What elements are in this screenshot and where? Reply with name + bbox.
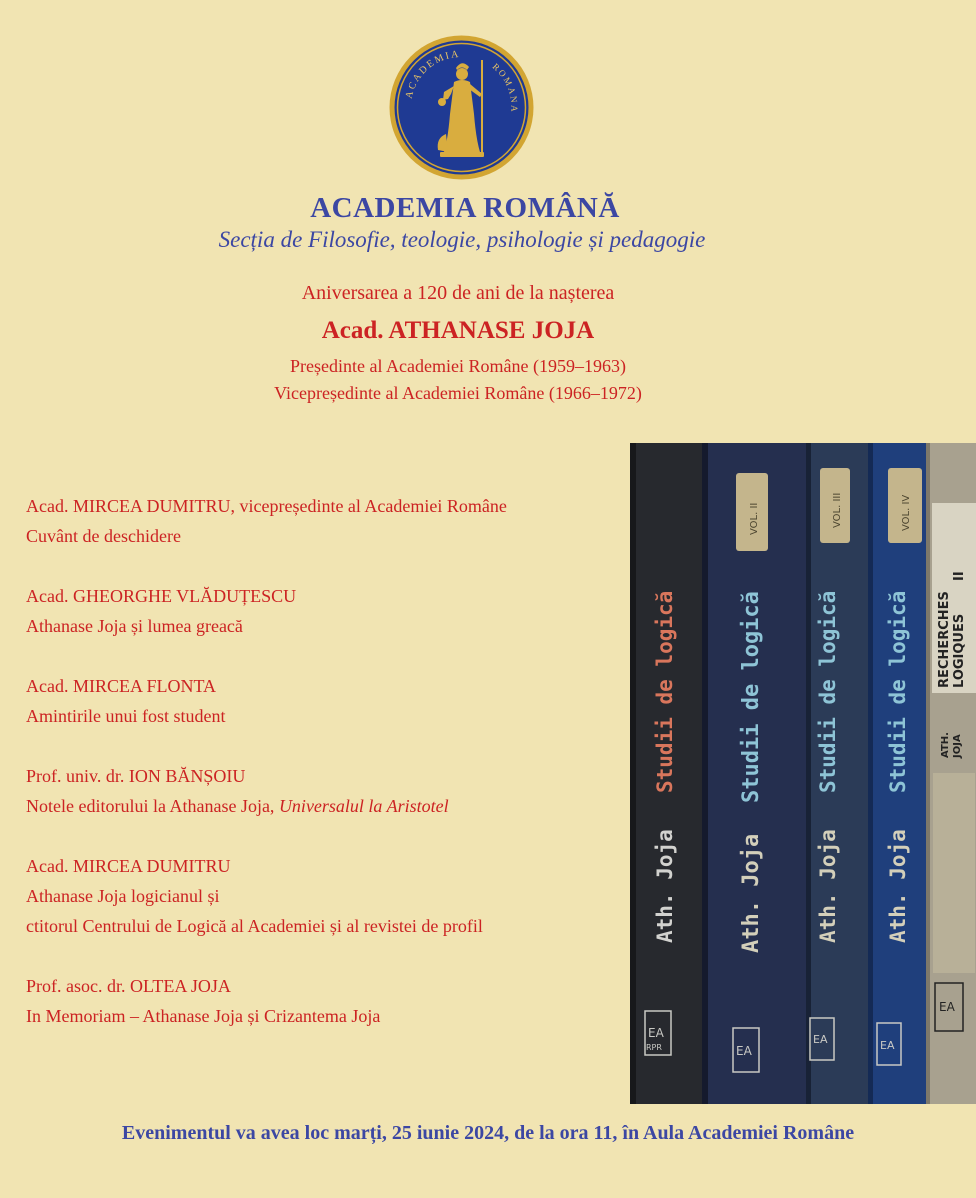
program-item [26, 671, 626, 731]
honoree-role-vicepresident: Vicepreședinte al Academiei Române (1966–1972) [274, 383, 642, 403]
spine-author: Ath. Joja [739, 833, 764, 953]
talk-title: In Memoriam – Athanase Joja și Crizantema Joja [26, 1006, 381, 1026]
publisher-mark: EA [939, 1000, 955, 1014]
spine-title: Studii de logică [653, 590, 677, 793]
spine-author: Ath. Joja [816, 829, 840, 943]
book-spine-vol-1 [630, 443, 702, 1104]
spine-title: Studii de logică [886, 590, 910, 793]
talk-title-prefix: Notele editorului la Athanase Joja, [26, 796, 279, 816]
academy-title: ACADEMIA ROMÂNĂ [310, 192, 620, 224]
book-spine-vol-4 [868, 443, 926, 1104]
program-item [26, 581, 626, 641]
publisher-mark: EA [648, 1026, 664, 1040]
spine-author-line-2: JOJA [952, 734, 963, 758]
event-footer: Evenimentul va avea loc marți, 25 iunie 2024, de la ora 11, în Aula Academiei Române [121, 1122, 855, 1144]
program-item [26, 851, 626, 941]
program-item [26, 971, 626, 1031]
logo-text-right: ROMANA [490, 61, 520, 114]
talk-title [26, 791, 626, 821]
books-photo [630, 443, 976, 1104]
speaker-name: Acad. MIRCEA DUMITRU, vicepreședinte al Academiei Române [26, 496, 507, 516]
publisher-mark: EA [736, 1044, 752, 1058]
program-item [26, 491, 626, 551]
program-item [26, 761, 626, 821]
publisher-sub: RPR [646, 1043, 662, 1052]
academia-romana-logo [388, 34, 535, 181]
section-subtitle: Secția de Filosofie, teologie, psihologie și pedagogie [218, 227, 706, 252]
speaker-name: Acad. MIRCEA FLONTA [26, 676, 217, 696]
spine-author: Ath. Joja [886, 829, 910, 943]
talk-title: Amintirile unui fost student [26, 706, 226, 726]
talk-title-line-1: Athanase Joja logicianul și [26, 886, 220, 906]
talk-title: Cuvânt de deschidere [26, 526, 181, 546]
honoree-role-president: Președinte al Academiei Române (1959–1963) [290, 356, 626, 376]
publisher-mark: EA [813, 1033, 828, 1046]
book-spine-vol-3 [806, 443, 868, 1104]
spine-volume: II [952, 571, 967, 581]
spine-title: Studii de logică [816, 590, 840, 793]
book-title-italic: Universalul la Aristotel [278, 796, 449, 816]
ornament-band [933, 773, 975, 973]
volume-label: VOL. II [749, 502, 760, 535]
volume-label: VOL. III [832, 492, 843, 528]
honoree-name: Acad. ATHANASE JOJA [321, 317, 595, 344]
book-spine-recherches [926, 443, 976, 1104]
logo-text-top: ACADEMIA [403, 48, 461, 100]
spine-author: Ath. Joja [653, 829, 677, 943]
speaker-name: Prof. univ. dr. ION BĂNȘOIU [26, 766, 246, 786]
spine-title: Studii de logică [739, 591, 764, 803]
publisher-mark: EA [880, 1039, 895, 1052]
volume-label: VOL. IV [901, 494, 912, 531]
book-spine-vol-2 [702, 443, 806, 1104]
spine-title-line-1: RECHERCHES [937, 591, 952, 688]
speaker-name: Prof. asoc. dr. OLTEA JOJA [26, 976, 231, 996]
talk-title: Athanase Joja și lumea greacă [26, 616, 243, 636]
speaker-name: Acad. MIRCEA DUMITRU [26, 856, 231, 876]
spine-title-line-2: LOGIQUES [952, 613, 967, 688]
spine-author-line-1: ATH. [940, 732, 951, 758]
talk-title-line-2: ctitorul Centrului de Logică al Academiei și al revistei de profil [26, 916, 483, 936]
speaker-name: Acad. GHEORGHE VLĂDUȚESCU [26, 586, 297, 606]
program-list [26, 491, 626, 1061]
anniversary-text: Aniversarea a 120 de ani de la nașterea [301, 282, 615, 304]
